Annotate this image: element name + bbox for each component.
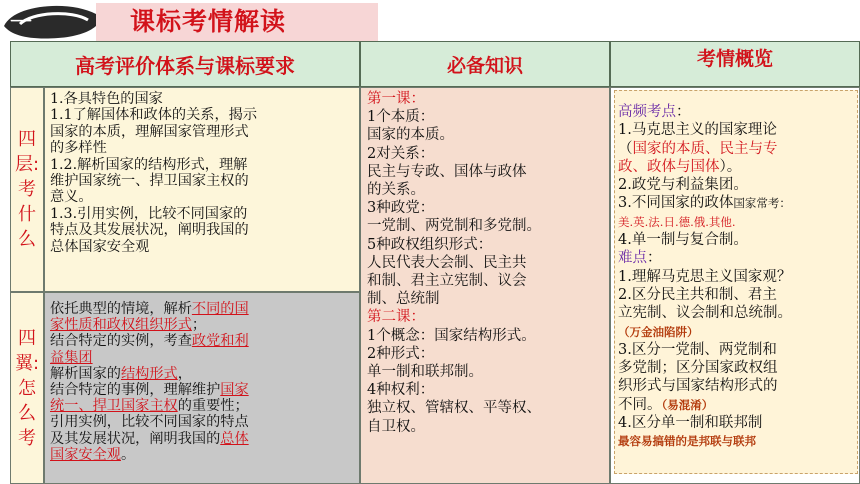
text-segment: 美.英.法.日.德.俄.其他. — [618, 214, 736, 229]
text-segment: 制、总统制 — [367, 291, 440, 308]
overview-line — [618, 121, 857, 139]
assessment-line — [50, 447, 359, 463]
knowledge-line — [367, 145, 609, 163]
side-label-char: 么 — [18, 229, 36, 250]
knowledge-line — [367, 308, 609, 326]
assessment-line — [50, 414, 359, 430]
text-segment: 3种政党： — [367, 200, 435, 217]
text-segment: （万金油陷阱） — [618, 324, 699, 339]
assessment-line — [50, 382, 359, 398]
text-segment: 和制、君主立宪制、议会 — [367, 273, 527, 290]
text-segment: 立宪制、议会制和总统制。 — [618, 305, 792, 322]
assessment-line — [50, 431, 359, 447]
text-segment: 结构形式 — [120, 365, 178, 382]
text-segment: 政党和利 — [191, 333, 249, 350]
overview-line — [618, 396, 857, 414]
text-segment: 4种权利： — [367, 382, 435, 399]
requirement-line: 总体国家安全观 — [50, 238, 150, 255]
assessment-line — [50, 366, 359, 382]
assessment-line — [50, 398, 359, 414]
text-segment: 独立权、管辖权、平等权、 — [367, 400, 541, 417]
text-segment: 2对关系： — [367, 145, 435, 162]
text-segment: 国家 — [220, 382, 249, 399]
side-label-char: 怎 — [18, 377, 36, 399]
text-segment: （ — [618, 140, 633, 157]
requirement-line: 1.3.引用实例，比较不同国家的 — [50, 205, 248, 222]
section-number: 一 — [10, 11, 33, 36]
overview-line — [618, 213, 857, 231]
text-segment: 结合特定的实例，考查 — [50, 333, 192, 350]
overview-line — [618, 432, 857, 450]
text-segment: 单一制和联邦制。 — [367, 364, 483, 381]
knowledge-line — [367, 418, 609, 436]
overview-line — [618, 359, 857, 377]
column-header-standards: 高考评价体系与课标要求 — [10, 41, 360, 87]
text-segment: 依托典型的情境，解析 — [50, 301, 192, 317]
knowledge-line — [367, 217, 609, 235]
text-segment: 第一课： — [367, 91, 425, 107]
text-segment: （易混淆） — [661, 397, 714, 412]
text-segment: ； — [191, 317, 207, 334]
text-segment: 1.马克思主义的国家理论 — [618, 122, 777, 139]
knowledge-line — [367, 254, 609, 272]
text-segment: 2种形式： — [367, 345, 435, 362]
knowledge-line — [367, 199, 609, 217]
text-segment: 的关系。 — [367, 182, 425, 199]
text-segment: 难点 — [618, 250, 647, 267]
knowledge-line — [367, 272, 609, 290]
assessment-line — [50, 317, 359, 333]
overview-line — [618, 158, 857, 176]
overview-line — [618, 103, 857, 121]
assessment-approach-cell — [44, 292, 360, 484]
text-segment: 2.政党与利益集团。 — [618, 177, 748, 194]
side-label-char: 考 — [18, 427, 36, 449]
text-segment: 政、政体与国体 — [618, 158, 720, 175]
requirement-line: 意义。 — [50, 189, 93, 206]
overview-line — [618, 304, 857, 322]
side-label-char: 翼: — [14, 352, 40, 374]
overview-line — [618, 341, 857, 359]
text-segment: 1.理解马克思主义国家观？ — [618, 268, 792, 285]
overview-line — [618, 286, 857, 304]
requirement-line: 特点及其发展状况，阐明我国的 — [50, 222, 249, 239]
overview-line — [618, 414, 857, 432]
knowledge-line — [367, 363, 609, 381]
text-segment: 民主与专政、国体与政体 — [367, 163, 527, 180]
side-label-char: 什 — [18, 204, 36, 225]
side-label-what-to-test — [10, 87, 44, 292]
overview-line — [618, 323, 857, 341]
text-segment: 4.区分单一制和联邦制 — [618, 415, 763, 432]
text-segment: 自卫权。 — [367, 418, 425, 435]
knowledge-line — [367, 381, 609, 399]
knowledge-line — [367, 163, 609, 181]
essential-knowledge-cell — [360, 87, 610, 484]
text-segment: 国家的本质、民主与专 — [632, 140, 778, 157]
side-label-how-to-test — [10, 292, 44, 484]
text-segment: ： — [647, 250, 662, 267]
text-segment: 国家的本质。 — [367, 127, 454, 144]
side-label-char: 考 — [18, 179, 36, 200]
text-segment: 3.不同国家的政体 — [618, 195, 734, 212]
requirement-line: 国家的本质，理解国家管理形式 — [50, 123, 249, 140]
side-label-char: 层: — [14, 154, 40, 175]
overview-line — [618, 377, 857, 395]
text-segment: 及其发展状况，阐明我国的 — [50, 430, 221, 447]
text-segment: 5种政权组织形式： — [367, 236, 493, 253]
knowledge-line — [367, 108, 609, 126]
assessment-line — [50, 333, 359, 349]
side-label-char: 么 — [18, 402, 36, 424]
text-segment: ： — [676, 104, 691, 120]
side-label-char: 四 — [18, 327, 36, 349]
requirement-line: 1.1了解国体和政体的关系，揭示 — [50, 107, 258, 124]
column-header-overview: 考情概览 — [610, 41, 860, 87]
text-segment: 2.区分民主共和制、君主 — [618, 286, 777, 303]
text-segment: ）。 — [719, 158, 742, 175]
text-segment: 不同的国 — [191, 301, 249, 317]
text-segment: 家性质和政权组织形式 — [50, 317, 192, 334]
text-segment: 不同。 — [618, 396, 662, 413]
text-segment: 益集团 — [50, 349, 93, 366]
knowledge-line — [367, 90, 609, 108]
requirement-line: 1.2.解析国家的结构形式，理解 — [50, 156, 248, 173]
text-segment: 统一、捍卫国家主权 — [50, 398, 178, 415]
text-segment: 1个概念：国家结构形式。 — [367, 327, 536, 344]
text-segment: ， — [177, 365, 192, 382]
text-segment: 3.区分一党制、两党制和 — [618, 341, 777, 358]
column-header-knowledge: 必备知识 — [360, 41, 610, 87]
text-segment: 。 — [120, 446, 136, 463]
overview-line — [618, 268, 857, 286]
knowledge-line — [367, 126, 609, 144]
text-segment: 最容易搞错的是邦联与联邦 — [618, 434, 756, 449]
overview-panel — [614, 90, 858, 474]
text-segment: 4.单一制与复合制。 — [618, 232, 748, 249]
text-segment: 结合特定的事例，理解维护 — [50, 382, 221, 399]
text-segment: 1个本质： — [367, 109, 435, 126]
text-segment: 引用实例，比较不同国家的特点 — [50, 414, 249, 431]
assessment-line — [50, 301, 359, 317]
knowledge-line — [367, 181, 609, 199]
requirement-line: 维护国家统一、捍卫国家主权的 — [50, 173, 249, 190]
text-segment: 总体 — [220, 430, 249, 447]
text-segment: 解析国家的 — [50, 365, 121, 382]
text-segment: 第二课： — [367, 309, 425, 326]
overview-line — [618, 194, 857, 212]
text-segment: 多党制；区分国家政权组 — [618, 360, 778, 377]
overview-line — [618, 176, 857, 194]
knowledge-line — [367, 327, 609, 345]
overview-line — [618, 140, 857, 158]
page-title: 课标考情解读 — [130, 7, 287, 36]
text-segment: 一党制、两党制和多党制。 — [367, 218, 541, 235]
standards-requirements-cell — [44, 87, 360, 292]
text-segment: 织形式与国家结构形式的 — [618, 378, 778, 395]
side-label-char: 四 — [18, 129, 36, 150]
text-segment: 国家安全观 — [50, 446, 121, 463]
text-segment: 高频考点 — [618, 104, 676, 120]
knowledge-line — [367, 236, 609, 254]
overview-line — [618, 249, 857, 267]
requirement-line: 的多样性 — [50, 140, 107, 157]
text-segment: 人民代表大会制、民主共 — [367, 254, 527, 271]
overview-line — [618, 231, 857, 249]
text-segment: 的重要性； — [177, 398, 249, 415]
text-segment: 国家常考： — [733, 196, 791, 211]
assessment-line — [50, 350, 359, 366]
knowledge-line — [367, 345, 609, 363]
knowledge-line — [367, 290, 609, 308]
requirement-line: 1.各具特色的国家 — [50, 91, 163, 107]
knowledge-line — [367, 399, 609, 417]
